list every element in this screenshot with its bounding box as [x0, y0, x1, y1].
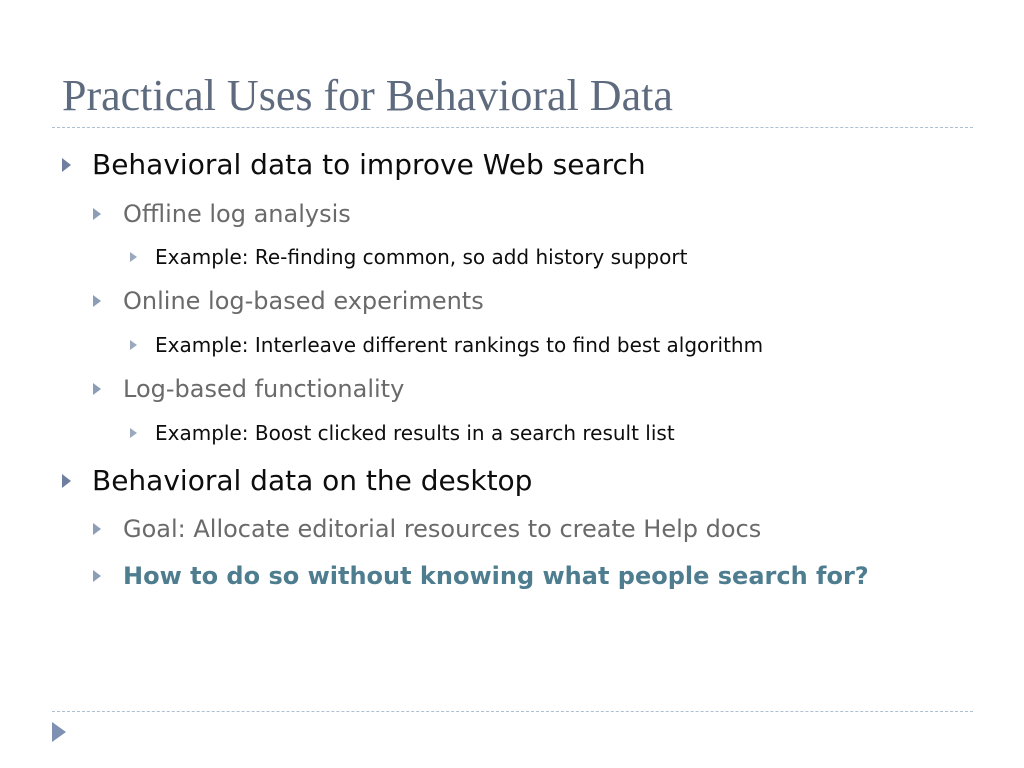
- bullet-triangle-icon: [130, 428, 137, 438]
- next-slide-arrow-icon[interactable]: [52, 722, 66, 742]
- slide-title: Practical Uses for Behavioral Data: [62, 71, 673, 120]
- bullet-text-emphasis: How to do so without knowing what people search for?: [123, 562, 869, 590]
- bullet-triangle-icon: [93, 295, 101, 307]
- bullet-triangle-icon: [93, 208, 101, 220]
- bullet-text: Example: Re-finding common, so add history support: [155, 245, 688, 269]
- bullet-text: Behavioral data on the desktop: [92, 464, 533, 497]
- bullet-text: Online log-based experiments: [123, 287, 484, 315]
- bullet-triangle-icon: [93, 383, 101, 395]
- bullet-text: Behavioral data to improve Web search: [92, 148, 646, 181]
- bullet-triangle-icon: [93, 570, 101, 582]
- bullet-triangle-icon: [130, 340, 137, 350]
- bullet-text: Example: Boost clicked results in a search result list: [155, 421, 675, 445]
- bullet-triangle-icon: [93, 523, 101, 535]
- bullet-text: Log-based functionality: [123, 375, 405, 403]
- title-divider: [52, 127, 973, 128]
- footer-divider: [52, 711, 973, 712]
- bullet-triangle-icon: [130, 252, 137, 262]
- bullet-text: Offline log analysis: [123, 200, 351, 228]
- bullet-text: Goal: Allocate editorial resources to create Help docs: [123, 515, 762, 543]
- bullet-triangle-icon: [62, 158, 71, 172]
- bullet-text: Example: Interleave different rankings to find best algorithm: [155, 333, 764, 357]
- bullet-triangle-icon: [62, 474, 71, 488]
